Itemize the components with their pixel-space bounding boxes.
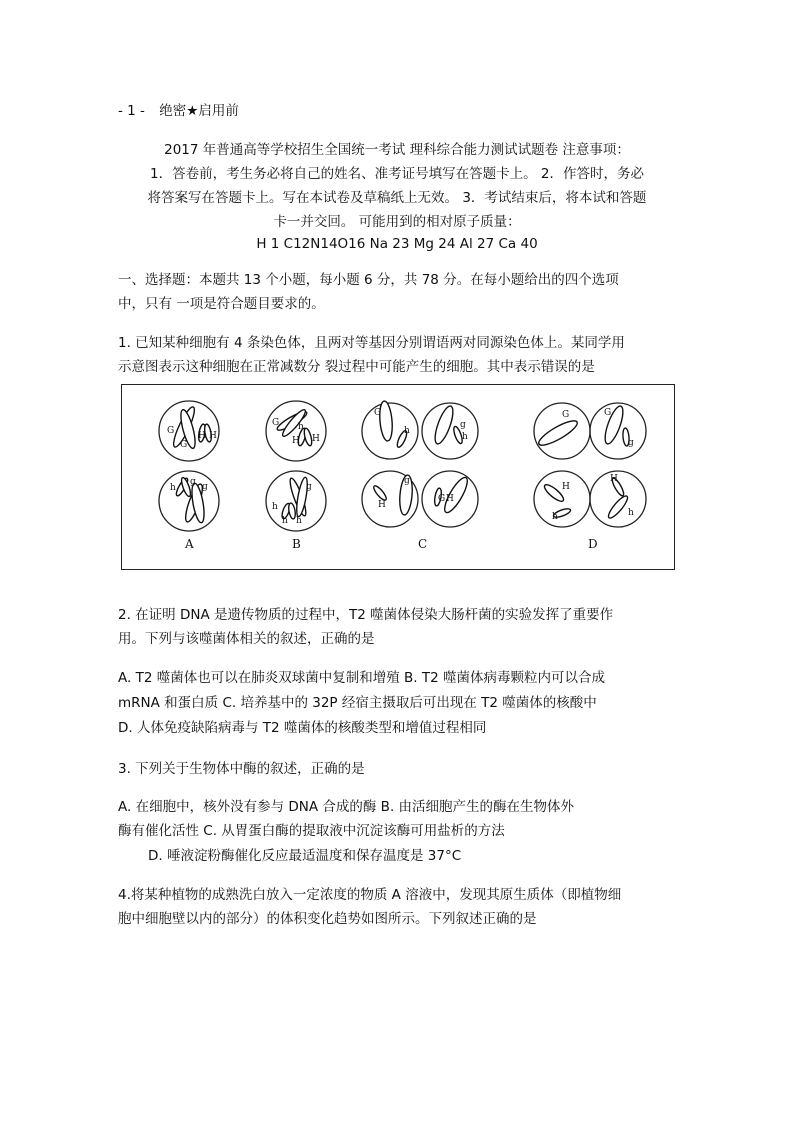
q4-line-1: 4.将某种植物的成熟洗白放入一定浓度的物质 A 溶液中，发现其原生质体（即植物细: [118, 887, 622, 903]
svg-text:g: g: [306, 482, 312, 492]
svg-text:G: G: [438, 494, 446, 504]
panel-a: [159, 401, 219, 551]
title-line-5: H 1 C12N14O16 Na 23 Mg 24 Al 27 Ca 40: [256, 236, 538, 252]
panel-b: [266, 401, 326, 551]
svg-text:h: h: [404, 426, 410, 436]
svg-text:G: G: [272, 418, 280, 428]
svg-text:H: H: [292, 436, 300, 446]
svg-text:h: h: [462, 432, 468, 442]
page-marker: - 1 -: [118, 103, 145, 119]
q3-line-1: 3. 下列关于生物体中酶的叙述，正确的是: [118, 761, 365, 777]
cell-d4: [590, 471, 646, 527]
svg-text:H: H: [312, 434, 320, 444]
title-line-1: 2017 年普通高等学校招生全国统一考试 理科综合能力测试试题卷 注意事项：: [164, 142, 630, 158]
title-line-2: 1．答卷前，考生务必将自己的姓名、准考证号填写在答题卡上。 2．作答时，务必: [150, 166, 644, 182]
title-line-3: 将答案写在答题卡上。写在本试卷及草稿纸上无效。 3．考试结束后，将本试和答题: [147, 190, 647, 206]
svg-text:G: G: [604, 408, 612, 418]
panel-c: [362, 401, 478, 551]
svg-text:h: h: [272, 502, 278, 512]
page-header: [118, 100, 239, 122]
q3-option-line-2: 酶有催化活性 C. 从胃蛋白酶的提取液中沉淀该酶可用盐析的方法: [118, 823, 505, 839]
svg-text:G: G: [180, 440, 188, 450]
svg-text:H: H: [446, 494, 454, 504]
q1-line-1: 1. 已知某种细胞有 4 条染色体，且两对等基因分别谓语两对同源染色体上。某同学用: [118, 335, 625, 351]
svg-text:H: H: [378, 500, 386, 510]
panel-label-c: C: [418, 537, 428, 551]
q3-option-line-3: D. 唾液淀粉酶催化反应最适温度和保存温度是 37°C: [148, 848, 462, 864]
panel-label-a: A: [185, 537, 194, 551]
svg-text:h: h: [170, 483, 176, 493]
svg-text:h: h: [296, 516, 302, 526]
title-line-4: 卡一并交回。 可能用到的相对原子质量：: [273, 214, 521, 230]
svg-text:g: g: [202, 482, 208, 492]
svg-text:h: h: [282, 516, 288, 526]
svg-text:G: G: [167, 426, 175, 436]
q2-line-1: 2. 在证明 DNA 是遗传物质的过程中，T2 噬菌体侵染大肠杆菌的实验发挥了重要作: [118, 607, 614, 623]
q1-line-2: 示意图表示这种细胞在正常减数分 裂过程中可能产生的细胞。其中表示错误的是: [118, 359, 595, 375]
svg-text:H: H: [209, 431, 217, 441]
panel-d: [534, 403, 646, 551]
svg-text:H: H: [562, 482, 570, 492]
q2-option-line-2: mRNA 和蛋白质 C. 培养基中的 32P 经宿主摄取后可出现在 T2 噬菌体的核酸中: [118, 695, 597, 711]
q2-line-2: 用。下列与该噬菌体相关的叙述，正确的是: [118, 631, 375, 647]
section1-line-2: 中，只有 一项是符合题目要求的。: [118, 296, 325, 312]
svg-text:h: h: [298, 422, 304, 432]
q3-option-line-1: A. 在细胞中，核外没有参与 DNA 合成的酶 B. 由活细胞产生的酶在生物体外: [118, 799, 575, 815]
svg-text:h: h: [552, 512, 558, 522]
svg-text:h: h: [628, 508, 634, 518]
meiosis-diagram: [122, 385, 674, 569]
svg-text:H: H: [610, 474, 618, 484]
q4-line-2: 胞中细胞壁以内的部分）的体积变化趋势如图所示。下列叙述正确的是: [118, 911, 537, 927]
section1-line-1: 一、选择题：本题共 13 个小题，每小题 6 分，共 78 分。在每小题给出的四个选项: [118, 272, 619, 288]
svg-text:H: H: [198, 431, 206, 441]
svg-text:g: g: [628, 438, 634, 448]
q2-option-line-1: A. T2 噬菌体也可以在肺炎双球菌中复制和增殖 B. T2 噬菌体病毒颗粒内可以合成: [118, 670, 605, 686]
meiosis-figure: [121, 384, 675, 570]
svg-text:G: G: [562, 410, 570, 420]
svg-text:g: g: [460, 420, 466, 430]
secret-label: 绝密★启用前: [159, 103, 239, 119]
svg-text:G: G: [374, 408, 382, 418]
panel-label-d: D: [588, 537, 598, 551]
cell-b1: [266, 401, 326, 461]
panel-label-b: B: [292, 537, 301, 551]
svg-text:g: g: [404, 476, 410, 486]
svg-text:g: g: [190, 477, 196, 487]
q2-option-line-3: D. 人体免疫缺陷病毒与 T2 噬菌体的核酸类型和增值过程相同: [118, 720, 487, 736]
